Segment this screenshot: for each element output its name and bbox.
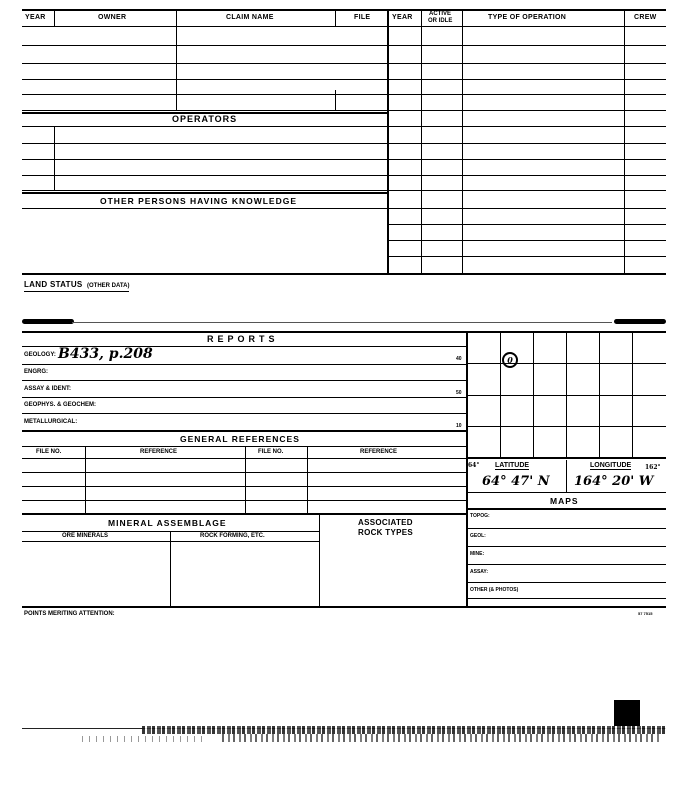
geology-label: GEOLOGY: [24, 352, 56, 358]
general-references-title: GENERAL REFERENCES [180, 434, 300, 444]
land-status-label: LAND STATUS (OTHER DATA) [24, 278, 129, 292]
operators-title: OPERATORS [172, 114, 238, 124]
mineral-assemblage-title: MINERAL ASSEMBLAGE [108, 518, 227, 528]
associated-rock-types-2: ROCK TYPES [358, 528, 414, 537]
maps-topog: TOPOG: [470, 513, 490, 519]
form-number: 57 7515 [638, 611, 653, 616]
latitude-value: 64° 47' N [482, 474, 550, 489]
points-meriting-attention: POINTS MERITING ATTENTION: [24, 611, 115, 617]
maps-geol: GEOL: [470, 533, 486, 539]
associated-rock-types-1: ASSOCIATED [358, 518, 413, 527]
col-year: YEAR [25, 14, 46, 21]
lat-prefix: 64° [468, 462, 480, 469]
col-owner: OWNER [98, 14, 127, 21]
col-claim-name: CLAIM NAME [226, 14, 274, 21]
col-crew: CREW [634, 14, 657, 21]
geology-number: 40 [456, 356, 462, 362]
engrg-label: ENGRG: [24, 369, 48, 375]
scan-artifact-bottom [22, 700, 666, 760]
longitude-value: 164° 20' W [574, 474, 654, 489]
grid-marker: 0 [507, 355, 513, 365]
assay-ident-label: ASSAY & IDENT: [24, 386, 72, 392]
gr-col-file-no-2: FILE NO. [258, 449, 284, 455]
maps-title: MAPS [550, 496, 579, 506]
rock-forming-label: ROCK FORMING, ETC. [200, 533, 265, 539]
col-active-or-idle: ACTIVE [429, 11, 452, 17]
geophys-label: GEOPHYS. & GEOCHEM: [24, 402, 97, 408]
col-file: FILE [354, 14, 371, 21]
latitude-label: LATITUDE [495, 462, 530, 469]
col-year-2: YEAR [392, 14, 413, 21]
scan-artifact-band [22, 319, 666, 325]
assay-ident-number: 50 [456, 390, 462, 396]
maps-other-photos: OTHER (& PHOTOS) [470, 587, 519, 593]
col-active-or-idle-2: OR IDLE [428, 18, 453, 24]
lon-suffix: 162° [645, 464, 661, 471]
grid-marker-circle [502, 352, 518, 368]
col-type-of-operation: TYPE OF OPERATION [488, 14, 567, 21]
gr-col-file-no-1: FILE NO. [36, 449, 62, 455]
metallurgical-label: METALLURGICAL: [24, 419, 78, 425]
reports-title: REPORTS [207, 334, 279, 344]
other-persons-title: OTHER PERSONS HAVING KNOWLEDGE [100, 196, 298, 206]
gr-col-reference-2: REFERENCE [360, 449, 398, 455]
maps-assay: ASSAY: [470, 569, 489, 575]
longitude-label: LONGITUDE [590, 462, 632, 469]
maps-mine: MINE: [470, 551, 485, 557]
geology-value: B433, p.208 [58, 346, 153, 362]
ore-minerals-label: ORE MINERALS [62, 533, 109, 539]
metallurgical-number: 10 [456, 423, 462, 429]
gr-col-reference-1: REFERENCE [140, 449, 178, 455]
